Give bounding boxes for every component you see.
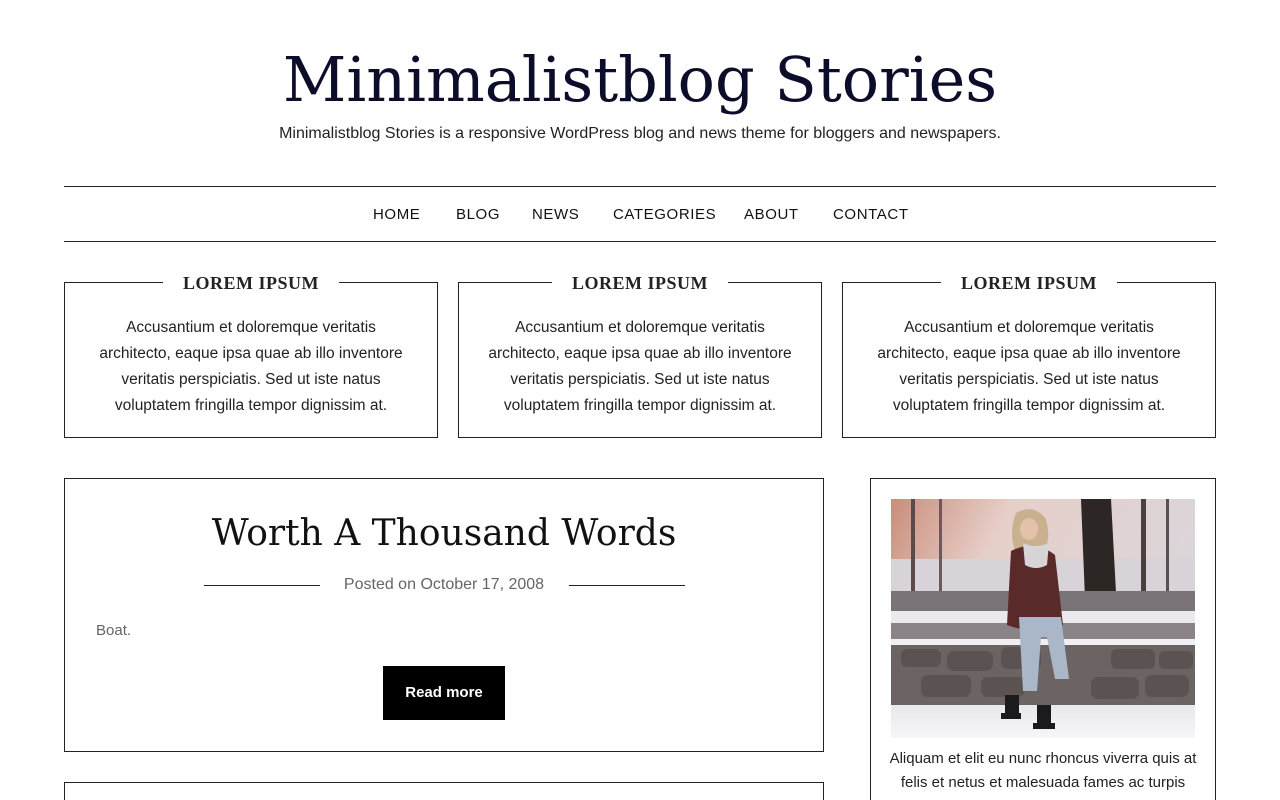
feature-heading bbox=[843, 272, 1215, 294]
sidebar-image bbox=[891, 499, 1195, 738]
site-title[interactable]: Minimalistblog Stories bbox=[282, 43, 998, 116]
nav-item-categories[interactable]: CATEGORIES bbox=[613, 206, 717, 223]
sidebar-widget bbox=[870, 478, 1216, 800]
nav-item-blog[interactable]: BLOG bbox=[456, 206, 501, 223]
feature-heading-text: LOREM IPSUM bbox=[941, 272, 1117, 294]
post-meta-prefix: Posted on bbox=[343, 576, 416, 593]
read-more-button[interactable]: Read more bbox=[383, 666, 505, 720]
post-date-link[interactable]: October 17, 2008 bbox=[420, 576, 545, 593]
nav-item-news[interactable]: NEWS bbox=[532, 206, 580, 223]
nav-item-contact[interactable]: CONTACT bbox=[833, 206, 909, 223]
next-post-card bbox=[64, 782, 824, 800]
feature-box-3 bbox=[842, 273, 1216, 438]
feature-text: Accusantium et doloremque veritatis architecto, eaque ipsa quae ab illo inventore veritatis perspiciatis. Sed ut iste natus voluptatem fringilla tempor dignissim at. bbox=[99, 319, 403, 414]
feature-box-2 bbox=[458, 273, 822, 438]
feature-heading bbox=[459, 272, 821, 294]
post-meta bbox=[65, 575, 823, 595]
feature-box-1 bbox=[64, 273, 438, 438]
feature-heading-text: LOREM IPSUM bbox=[552, 272, 728, 294]
feature-heading bbox=[65, 272, 437, 294]
nav-item-home[interactable]: HOME bbox=[373, 206, 421, 223]
meta-divider-right bbox=[569, 585, 685, 586]
feature-text: Accusantium et doloremque veritatis architecto, eaque ipsa quae ab illo inventore veritatis perspiciatis. Sed ut iste natus voluptatem fringilla tempor dignissim at. bbox=[877, 319, 1181, 414]
feature-heading-text: LOREM IPSUM bbox=[163, 272, 339, 294]
post-title[interactable]: Worth A Thousand Words bbox=[211, 513, 677, 554]
nav-item-about[interactable]: ABOUT bbox=[744, 206, 799, 223]
feature-text: Accusantium et doloremque veritatis architecto, eaque ipsa quae ab illo inventore veritatis perspiciatis. Sed ut iste natus voluptatem fringilla tempor dignissim at. bbox=[488, 319, 792, 414]
post-card bbox=[64, 478, 824, 752]
main-navigation bbox=[64, 186, 1216, 242]
sidebar-caption: Aliquam et elit eu nunc rhoncus viverra quis at felis et netus et malesuada fames ac turpis bbox=[889, 750, 1197, 791]
post-excerpt: Boat. bbox=[96, 622, 132, 639]
site-tagline: Minimalistblog Stories is a responsive WordPress blog and news theme for bloggers and newspapers. bbox=[279, 125, 1001, 142]
